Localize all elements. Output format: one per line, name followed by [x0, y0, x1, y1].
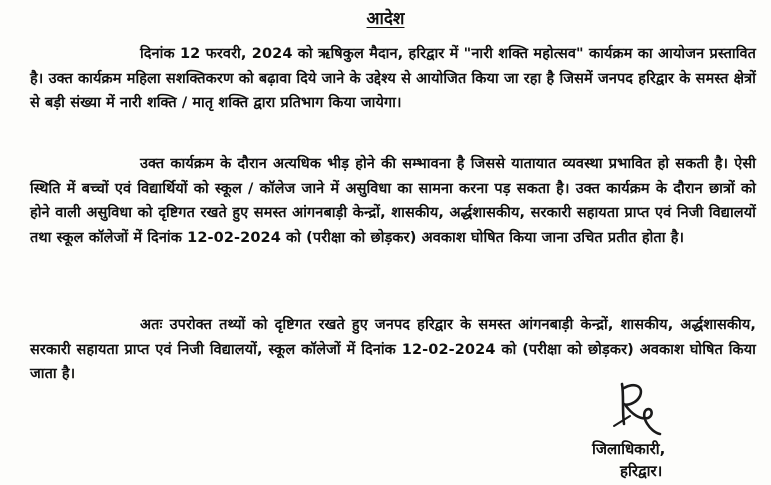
paragraph-holiday-declaration: अतः उपरोक्त तथ्यों को दृष्टिगत रखते हुए जनपद हरिद्वार के समस्त आंगनबाड़ी केन्द्रों, शासकीय, अर्द्धशासकीय, सरकारी सहायता प्राप्त एवं निजी विद्यालयों, स्कूल कॉलेजों में दिनांक 12-02-2024 को (परीक्षा को छोड़कर) अवकाश घोषित किया जाता है। [30, 317, 756, 382]
signature-block [592, 438, 762, 482]
signatory-designation: जिलाधिकारी, [592, 440, 666, 458]
order-title: आदेश [366, 9, 405, 29]
signatory-place: हरिद्वार। [620, 462, 663, 480]
handwritten-signature [600, 376, 680, 446]
paragraph-traffic-concern: उक्त कार्यक्रम के दौरान अत्यधिक भीड़ होने की सम्भावना है जिससे यातायात व्यवस्था प्रभावित हो सकती है। ऐसी स्थिति में बच्चों एवं विद्यार्थियों को स्कूल / कॉलेज जाने में असुविधा का सामना करना पड़ सकता है। उक्त कार्यक्रम के दौरान छात्रों को होने वाली असुविधा को दृष्टिगत रखते हुए समस्त आंगनबाड़ी केन्द्रों, शासकीय, अर्द्धशासकीय, सरकारी सहायता प्राप्त एवं निजी विद्यालयों तथा स्कूल कॉलेजों में दिनांक 12-02-2024 को (परीक्षा को छोड़कर) अवकाश घोषित किया जाना उचित प्रतीत होता है। [30, 156, 756, 246]
paragraph-event-announcement: दिनांक 12 फरवरी, 2024 को ऋषिकुल मैदान, हरिद्वार में "नारी शक्ति महोत्सव" कार्यक्रम का आयोजन प्रस्तावित है। उक्त कार्यक्रम महिला सशक्तिकरण को बढ़ावा दिये जाने के उद्देश्य से आयोजित किया जा रहा है जिसमें जनपद हरिद्वार के समस्त क्षेत्रों से बड़ी संख्या में नारी शक्ति / मातृ शक्ति द्वारा प्रतिभाग किया जायेगा। [30, 46, 756, 111]
